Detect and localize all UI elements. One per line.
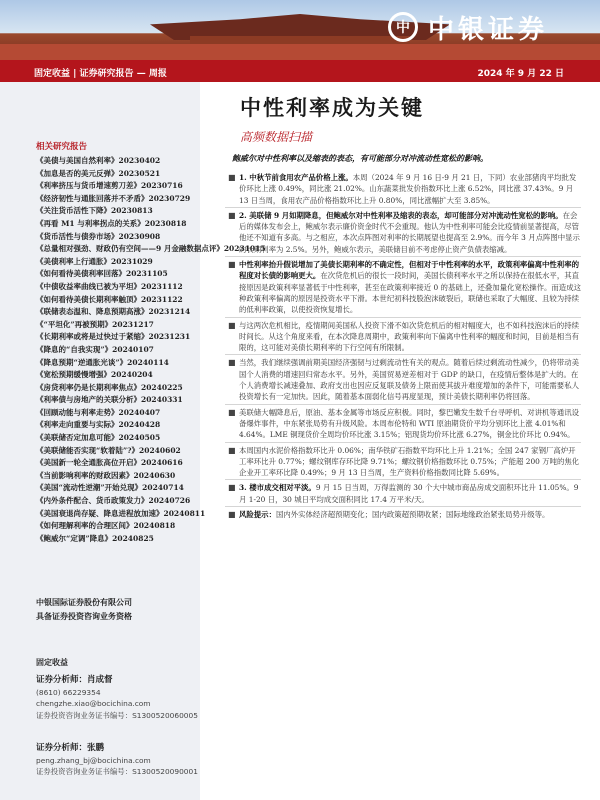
bullet-square-icon: ■ <box>228 210 236 220</box>
bullet-text: 本周（2024 年 9 月 16 日-9 月 21 日，下同）农业部猪肉平均批发价环比上涨 0.49%，同比涨 21.02%。山东蔬菜批发价指数环比上涨 6.52%，同比涨 37.43%。9 月 13 日当周，食用农产品价格指数环比上升 0.80%，同比涨幅扩大至 3.85%。 <box>239 173 577 205</box>
related-report-item[interactable]: 《再看 M1 与利率拐点的关系》20230818 <box>36 218 187 228</box>
related-report-item[interactable]: 《如何理解利率的合理区间》20240818 <box>36 521 176 531</box>
bullet-square-icon: ■ <box>228 173 236 182</box>
bullet-text: 当然，我们继续强调前期美国经济强韧与过剩流动性有关的观点。随着后续过剩流动性减少，仍将带动美国个人消费的增速回归常态水平。另外，美国贸易逆差相对于 GDP 的缺口，在疫情后整体是扩大的。在个人消费增长减速叠加、政府支出也因应反复联及债务上限而使其拔升难度增加的条件下，可能需要私人投资增长有一定加快。因此，随着基本面弱化信号再度显现，预计美债长期利率仍将回落。 <box>239 358 579 402</box>
report-subtitle: 高频数据扫描 <box>240 130 313 144</box>
bullet-paragraph <box>225 170 581 206</box>
related-report-item[interactable]: 《当前影响利率的财政因素》20240630 <box>36 470 176 480</box>
related-report-item[interactable]: 《总量相对强劲、财政仍有空间——9 月金融数据点评》20231015 <box>36 244 266 254</box>
related-report-item[interactable]: 《利率挤压与货币增速剪刀差》20230716 <box>36 181 183 191</box>
related-report-item[interactable]: 《美国“流动性逆潮”开始兑现》20240714 <box>36 483 184 493</box>
brand-logo <box>388 4 594 50</box>
bullet-text: 与这两次危机相比，疫情期间美国私人投资下滑不如次贷危机后的相对幅度大，也不如科技泡沫后的持续时间长。从这个角度来看，在本次降息周期中，政策利率向下偏离中性利率的幅度和时间，目前是相当有限的，这可能对美债长期利率的下行空间有所限制。 <box>239 320 579 353</box>
report-type-bar <box>0 60 600 82</box>
org-qualification: 具备证券投资咨询业务资格 <box>36 612 132 621</box>
bullet-square-icon: ■ <box>228 320 236 330</box>
related-report-item[interactable]: 《美联储能否实现“软着陆”?》20240602 <box>36 445 181 455</box>
bullet-text: 在次贷危机后的很长一段时间，美国长债利率水平之所以保持在很低水平，其直接原因是政策利率显著低于中性利率，甚至在政策利率接近 0 的基础上，还叠加量化宽松操作。而造成这种政策利率偏离的原因是投资水平下滑。本世纪初科技股泡沫破裂后，联储也采取了大幅度、且较为持续的低利率政策，以使投资恢复增长。 <box>239 271 581 315</box>
analyst-2-cert: 证券投资咨询业务证书编号：S1300520090001 <box>36 767 198 776</box>
organization <box>36 596 132 624</box>
related-report-item[interactable]: 《联储表态温和、降息预期高涨》20231214 <box>36 307 191 317</box>
related-report-item[interactable]: 《美国新一轮全通胀高位开启》20240616 <box>36 458 183 468</box>
bullet-paragraph <box>225 442 581 479</box>
bullet-square-icon: ■ <box>228 358 236 368</box>
bullet-text: 美联储大幅降息后，原油、基本金属等市场反应积极。同时，黎巴嫩发生数千台寻呼机、对讲机等通讯设备爆炸事件，中东紧张局势有升级风险。本周布伦特和 WTI 原油期货价平均分别环比上涨 4.01%和 4.64%。LME 铜现货价全周均价环比涨 3.15%；铝现货均价环比涨 6.27%，铜金比价环比 0.94%。 <box>239 407 579 440</box>
report-summary: 鲍威尔对中性利率以及缩表的表态，有可能部分对冲流动性宽松的影响。 <box>232 153 488 163</box>
analyst-1-name: 证券分析师：肖成督 <box>36 675 113 685</box>
related-report-item[interactable]: 《降息的“自我实现”》20240107 <box>36 344 154 354</box>
related-report-item[interactable]: 《经济韧性与通胀回落并不矛盾》20230729 <box>36 193 191 203</box>
analyst-1 <box>36 674 198 721</box>
bullet-heading: 1. 中秋节前食用农产品价格上涨。 <box>239 173 353 182</box>
brand-name: 中银证券 <box>428 14 549 45</box>
org-name: 中银国际证券股份有限公司 <box>36 598 132 607</box>
bullet-list <box>225 170 581 521</box>
related-report-item[interactable]: 《“平坦化”再被预期》20231217 <box>36 319 154 329</box>
analyst-1-phone: (8610) 66229354 <box>36 687 101 697</box>
bullet-square-icon: ■ <box>228 445 236 455</box>
bullet-text: 本周国内水泥价格指数环比升 0.06%；南华铁矿石指数平均环比上升 1.21%；全国 247 家钢厂高炉开工率环比升 0.77%；螺纹钢库存环比降 9.71%；螺纹钢价格指数环比 0.75%；产能超 200 万吨的焦化企业开工率环比降 0.49%；9 月 13 日当周，生产资料价格指数同比降 5.69%。 <box>239 445 580 478</box>
related-report-item[interactable]: 《关注货币活性下降》20230813 <box>36 206 153 216</box>
bullet-square-icon: ■ <box>228 510 236 520</box>
related-report-item[interactable]: 《宽松预期缓慢增强》20240204 <box>36 370 153 380</box>
report-title: 中性利率成为关键 <box>240 95 424 120</box>
analyst-2-name: 证券分析师：张鹏 <box>36 743 105 753</box>
section-label: 固定收益 <box>36 658 68 667</box>
bullet-heading: 2. 美联储 9 月如期降息，但鲍威尔对中性利率及缩表的表态，却可能部分对冲流动性宽松的影响。 <box>239 210 563 220</box>
related-report-item[interactable]: 《回顾动能与利率走势》20240407 <box>36 407 161 417</box>
related-report-item[interactable]: 《加息是否的美元反弹》20230521 <box>36 168 161 178</box>
bullet-paragraph <box>225 256 581 315</box>
bullet-paragraph <box>225 354 581 402</box>
header-banner <box>0 0 600 60</box>
bullet-heading: 中性利率抬升假说增加了美债长期利率的不确定性，但相对于中性利率的水平，政策利率偏离中性利率的程度对长债的影响更大。 <box>239 260 579 281</box>
related-report-item[interactable]: 《降息预期“逆通胀光谈”》20240114 <box>36 357 169 367</box>
analyst-2 <box>36 742 198 778</box>
bullet-square-icon: ■ <box>228 407 236 417</box>
bullet-heading: 风险提示： <box>239 510 276 520</box>
related-report-item[interactable]: 《美联储否定加息可能》20240505 <box>36 433 161 443</box>
report-type: 固定收益 | 证券研究报告 — 周报 <box>34 69 167 79</box>
bullet-text: 9 月 15 日当周，万得监测的 30 个大中城市商品房成交面积环比升 11.05%。9 月 1-20 日，30 城日平均成交面积同比 17.4 万平米/天。 <box>239 483 579 504</box>
bullet-paragraph <box>225 317 581 354</box>
related-report-item[interactable]: 《鲍威尔“定调”降息》20240825 <box>36 533 154 543</box>
bullet-heading: 3. 楼市成交相对平淡。 <box>239 483 316 493</box>
related-report-item[interactable]: 《中债收益率曲线已被为平坦》20231112 <box>36 281 183 291</box>
analyst-1-cert: 证券投资咨询业务证书编号：S1300520060005 <box>36 710 198 720</box>
bullet-square-icon: ■ <box>228 260 236 270</box>
analyst-1-email[interactable]: chengzhe.xiao@bocichina.com <box>36 699 151 708</box>
bullet-text: 国内外实体经济超预期变化；国内政策超预期收紧；国际地缘政治紧张局势升级等。 <box>275 510 550 520</box>
related-report-item[interactable]: 《如何看待美债长期利率触顶》20231122 <box>36 294 183 304</box>
related-report-item[interactable]: 《房贷利率仍是长期利率焦点》20240225 <box>36 382 183 392</box>
related-report-item[interactable]: 《长期利率或将是过快过于紧缩》20231231 <box>36 332 191 342</box>
bullet-paragraph <box>225 479 581 505</box>
related-report-item[interactable]: 《利率走向重要与实际》20240428 <box>36 420 161 430</box>
related-report-item[interactable]: 《货币活性与债券市场》20230908 <box>36 231 161 241</box>
related-reports-heading: 相关研究报告 <box>36 142 88 152</box>
related-report-item[interactable]: 《美债与美国自然利率》20230402 <box>36 156 161 165</box>
analyst-2-email[interactable]: peng.zhang_bj@bocichina.com <box>36 755 151 765</box>
bank-logo-icon: 中 <box>388 12 418 42</box>
bullet-paragraph <box>225 506 581 520</box>
report-date: 2024 年 9 月 22 日 <box>477 69 564 79</box>
related-report-item[interactable]: 《内外条件配合、货币政策发力》20240726 <box>36 496 191 506</box>
bullet-paragraph <box>225 207 581 255</box>
bullet-paragraph <box>225 404 581 441</box>
related-report-item[interactable]: 《利率债与房地产的关联分析》20240331 <box>36 395 183 405</box>
bullet-text: 在会后的媒体发布会上，鲍威尔表示廉价资金时代不会重现。他认为中性利率可能会比疫情前显著提高，尽管他还不知道有多高。与之相应，本次点阵图对利率的长期展望也提高至 2.9%。而今年 3 月点阵图中显示的长期利率为 2.5%。另外，鲍威尔表示，美联储目前不考虑停止资产负债表缩减。 <box>239 210 580 254</box>
related-report-item[interactable]: 《美债利率上行通胀》20231029 <box>36 256 153 266</box>
bullet-square-icon: ■ <box>228 483 236 493</box>
related-report-item[interactable]: 《美国衰退尚存疑、降息进程放加速》20240811 <box>36 508 206 518</box>
related-report-item[interactable]: 《如何看待美债利率回落》20231105 <box>36 269 168 279</box>
